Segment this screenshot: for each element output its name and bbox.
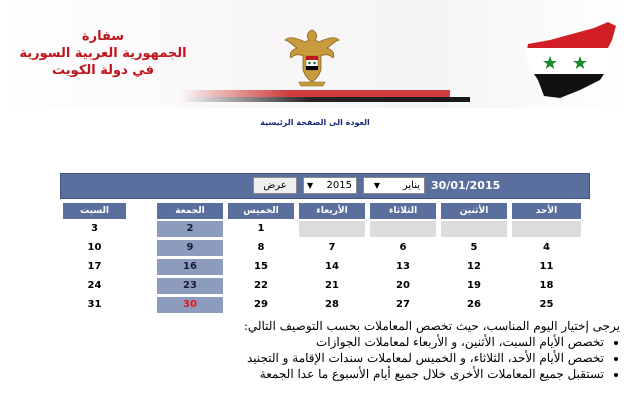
calendar-day-number: 31 — [87, 299, 102, 310]
instructions-intro: يرجى إختيار اليوم المناسب، حيث تخصص المعاملات بحسب التوصيف التالي: — [243, 319, 620, 333]
calendar-day-number: 2 — [186, 223, 194, 234]
weekday-header: الأربعاء — [299, 203, 365, 219]
calendar-day-number: 19 — [467, 280, 481, 291]
calendar-day-disabled — [157, 259, 223, 275]
calendar-day[interactable] — [228, 278, 294, 294]
calendar-day[interactable] — [512, 297, 581, 313]
calendar-day-disabled — [157, 240, 223, 256]
eagle-emblem-icon — [283, 26, 341, 88]
calendar-day-number: 17 — [87, 261, 102, 272]
calendar-day-number: 15 — [254, 261, 268, 272]
calendar-day-number: 26 — [467, 299, 481, 310]
weekday-header: الأثنين — [441, 203, 507, 219]
calendar-empty-cell — [512, 221, 581, 237]
calendar-day-number: 28 — [325, 299, 339, 310]
calendar-empty-cell — [441, 221, 507, 237]
calendar-day[interactable] — [512, 240, 581, 256]
calendar-day[interactable] — [299, 240, 365, 256]
weekday-header: الأحد — [512, 203, 581, 219]
calendar-day-number: 21 — [325, 280, 339, 291]
calendar-day-number: 13 — [396, 261, 410, 272]
embassy-title-line2: الجمهورية العربية السورية — [19, 46, 187, 61]
calendar-day-disabled — [157, 297, 223, 313]
calendar-day-number: 16 — [183, 261, 197, 272]
month-select[interactable] — [363, 177, 425, 194]
embassy-title-line1: سفارة — [81, 29, 125, 44]
calendar-day[interactable] — [370, 240, 436, 256]
calendar-day-number: 5 — [470, 242, 478, 253]
calendar-day[interactable] — [299, 278, 365, 294]
calendar-day-number: 25 — [539, 299, 554, 310]
header-black-band — [180, 97, 470, 102]
calendar-day-number: 24 — [87, 280, 102, 291]
instructions — [150, 318, 620, 382]
list-item: • تخصص الأيام الأحد، الثلاثاء، و الخميس لمعاملات سندات الإقامة و التجنيد — [150, 350, 604, 366]
calendar-day[interactable] — [63, 297, 126, 313]
syria-flag-map-icon — [520, 18, 620, 100]
calendar-day-number: 6 — [399, 242, 407, 253]
calendar-day[interactable] — [299, 297, 365, 313]
year-select[interactable] — [303, 177, 357, 194]
year-select-value: 2015 — [326, 180, 352, 191]
calendar-day[interactable] — [370, 259, 436, 275]
calendar-empty-cell — [370, 221, 436, 237]
weekday-header: الخميس — [228, 203, 294, 219]
calendar-day-number: 14 — [325, 261, 339, 272]
calendar-day[interactable] — [63, 278, 126, 294]
header-red-band — [180, 90, 450, 97]
weekday-header: السبت — [63, 203, 126, 219]
embassy-title-line3: في دولة الكويت — [52, 63, 154, 78]
list-item: • تخصص الأيام السبت، الأثنين، و الأربعاء لمعاملات الجوازات — [150, 334, 604, 350]
calendar-day-number: 30 — [183, 299, 197, 310]
calendar-day-number: 29 — [254, 299, 268, 310]
calendar-day-number: 8 — [257, 242, 265, 253]
calendar-day-number: 9 — [186, 242, 194, 253]
calendar-day-number: 23 — [183, 280, 197, 291]
calendar-day-number: 18 — [539, 280, 554, 291]
instructions-list — [150, 334, 620, 382]
calendar-day[interactable] — [512, 278, 581, 294]
chevron-down-icon: ▼ — [307, 181, 314, 190]
calendar-day[interactable] — [228, 297, 294, 313]
calendar-empty-cell — [299, 221, 365, 237]
calendar-day[interactable] — [299, 259, 365, 275]
calendar-day-disabled — [157, 221, 223, 237]
calendar-day-number: 12 — [467, 261, 481, 272]
calendar-day[interactable] — [512, 259, 581, 275]
calendar-day-number: 11 — [539, 261, 554, 272]
calendar-day[interactable] — [441, 297, 507, 313]
calendar-day[interactable] — [228, 259, 294, 275]
calendar-day[interactable] — [370, 278, 436, 294]
calendar-day-number: 4 — [543, 242, 550, 253]
embassy-title — [14, 28, 192, 79]
weekday-header: الجمعة — [157, 203, 223, 219]
calendar-day-disabled — [157, 278, 223, 294]
calendar-day[interactable] — [441, 259, 507, 275]
calendar-day-number: 10 — [87, 242, 102, 253]
calendar-day-number: 20 — [396, 280, 410, 291]
calendar-day[interactable] — [63, 240, 126, 256]
chevron-down-icon: ▼ — [373, 181, 380, 190]
calendar-day[interactable] — [228, 240, 294, 256]
show-button[interactable]: عرض — [253, 177, 297, 194]
date-controls-bar — [60, 173, 590, 199]
back-to-home-link[interactable]: العودة الى الصفحة الرئيسية — [260, 118, 370, 127]
list-item: • تستقبل جميع المعاملات الأخرى خلال جميع أيام الأسبوع ما عدا الجمعة — [150, 366, 604, 382]
calendar-day-number: 7 — [328, 242, 336, 253]
site-header — [0, 0, 630, 108]
calendar-day[interactable] — [441, 240, 507, 256]
calendar-day-number: 3 — [91, 223, 98, 234]
calendar-day-number: 22 — [254, 280, 268, 291]
calendar-day[interactable] — [441, 278, 507, 294]
selected-date: 30/01/2015 — [431, 179, 501, 192]
month-select-value: يناير — [402, 180, 420, 191]
calendar-day-number: 1 — [257, 223, 265, 234]
calendar-day[interactable] — [63, 221, 126, 237]
calendar-day-number: 27 — [396, 299, 410, 310]
calendar-day[interactable] — [370, 297, 436, 313]
weekday-header: الثلاثاء — [370, 203, 436, 219]
calendar-day[interactable] — [228, 221, 294, 237]
calendar-day[interactable] — [63, 259, 126, 275]
